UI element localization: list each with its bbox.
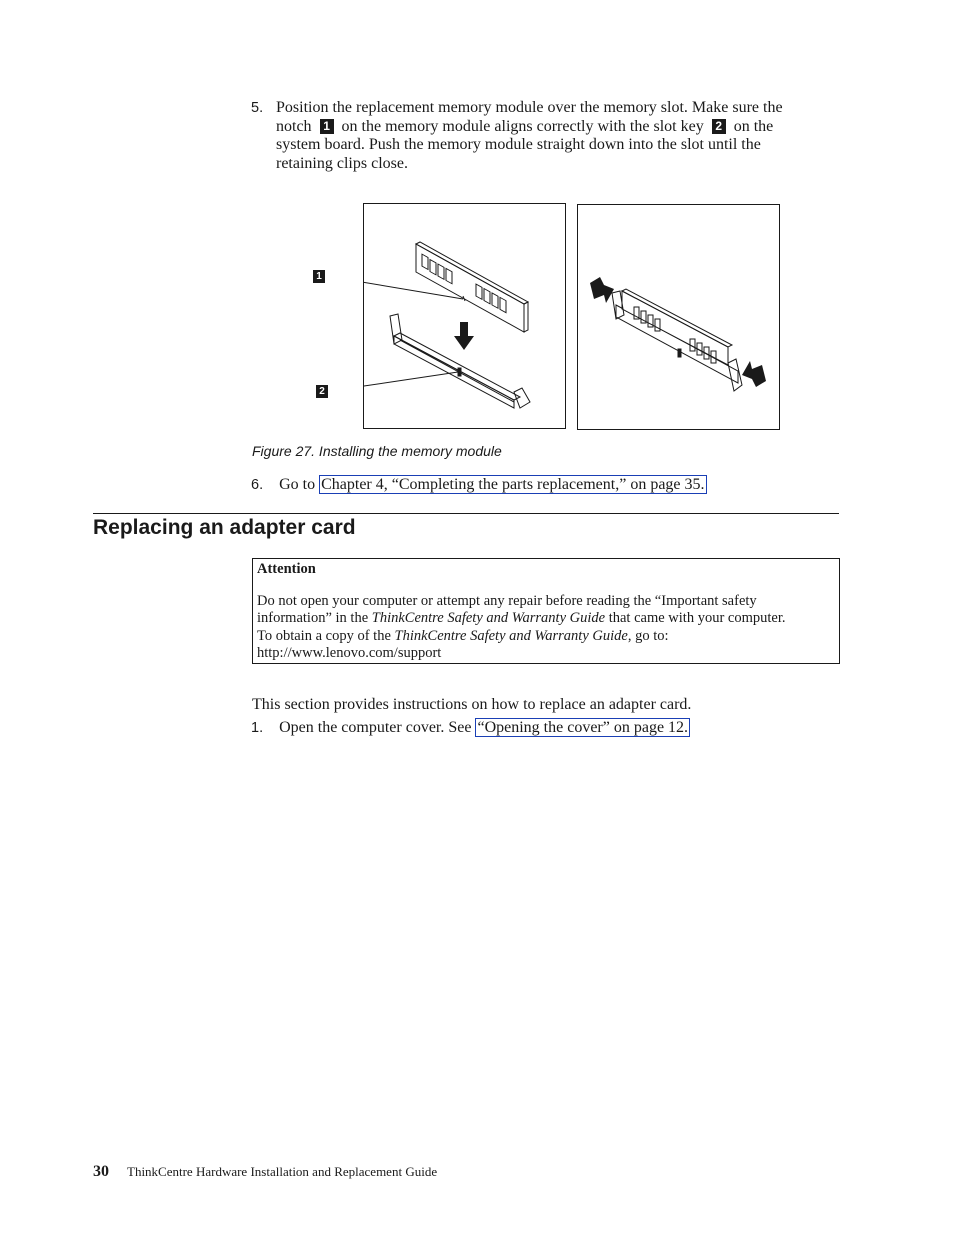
- figure-caption: Figure 27. Installing the memory module: [252, 443, 502, 459]
- guide-title: ThinkCentre Hardware Installation and Replacement Guide: [127, 1164, 438, 1179]
- opening-cover-link[interactable]: “Opening the cover” on page 12.: [477, 719, 689, 736]
- step-6: [251, 476, 707, 495]
- section-heading: Replacing an adapter card: [93, 516, 356, 539]
- memory-module-insert-illustration: [364, 204, 565, 428]
- figure-callout-2: 2: [316, 385, 328, 398]
- attention-box: [252, 558, 840, 664]
- support-url[interactable]: http://www.lenovo.com/support: [257, 645, 442, 661]
- section-rule: [93, 513, 839, 514]
- step-6-number: 6.: [251, 477, 264, 493]
- callout-2-badge: 2: [712, 119, 726, 134]
- attention-line-2: information” in the ThinkCentre Safety and Warranty Guide that came with your computer.: [257, 610, 786, 626]
- figure-panel-insert: [363, 203, 566, 429]
- page-footer: [93, 1163, 437, 1181]
- attention-line-1: Do not open your computer or attempt any repair before reading the “Important safety: [257, 592, 757, 609]
- step-1-number: 1.: [251, 720, 264, 736]
- step-5-line-4: retaining clips close.: [276, 154, 408, 172]
- chapter-4-link[interactable]: Chapter 4, “Completing the parts replacement,” on page 35.: [321, 476, 705, 493]
- callout-1-badge: 1: [320, 119, 334, 134]
- step-5-number: 5.: [251, 100, 264, 116]
- attention-line-3: To obtain a copy of the ThinkCentre Safety and Warranty Guide, go to:: [257, 627, 669, 644]
- step-1: [251, 719, 690, 738]
- step-6-text: Go to: [279, 476, 316, 493]
- step-5-line-3: system board. Push the memory module straight down into the slot until the: [276, 136, 761, 153]
- figure-panel-seated: [577, 204, 780, 430]
- memory-module-seated-illustration: [578, 205, 779, 429]
- step-5-line-2: notch 1 on the memory module aligns correctly with the slot key 2 on the: [276, 117, 774, 135]
- figure-callout-1: 1: [313, 270, 325, 283]
- step-1-text: Open the computer cover. See: [279, 719, 472, 736]
- page-number: 30: [93, 1163, 109, 1180]
- step-5-line-1: Position the replacement memory module over the memory slot. Make sure the: [276, 99, 783, 116]
- intro-paragraph: This section provides instructions on how to replace an adapter card.: [252, 696, 692, 713]
- attention-label: Attention: [257, 561, 316, 577]
